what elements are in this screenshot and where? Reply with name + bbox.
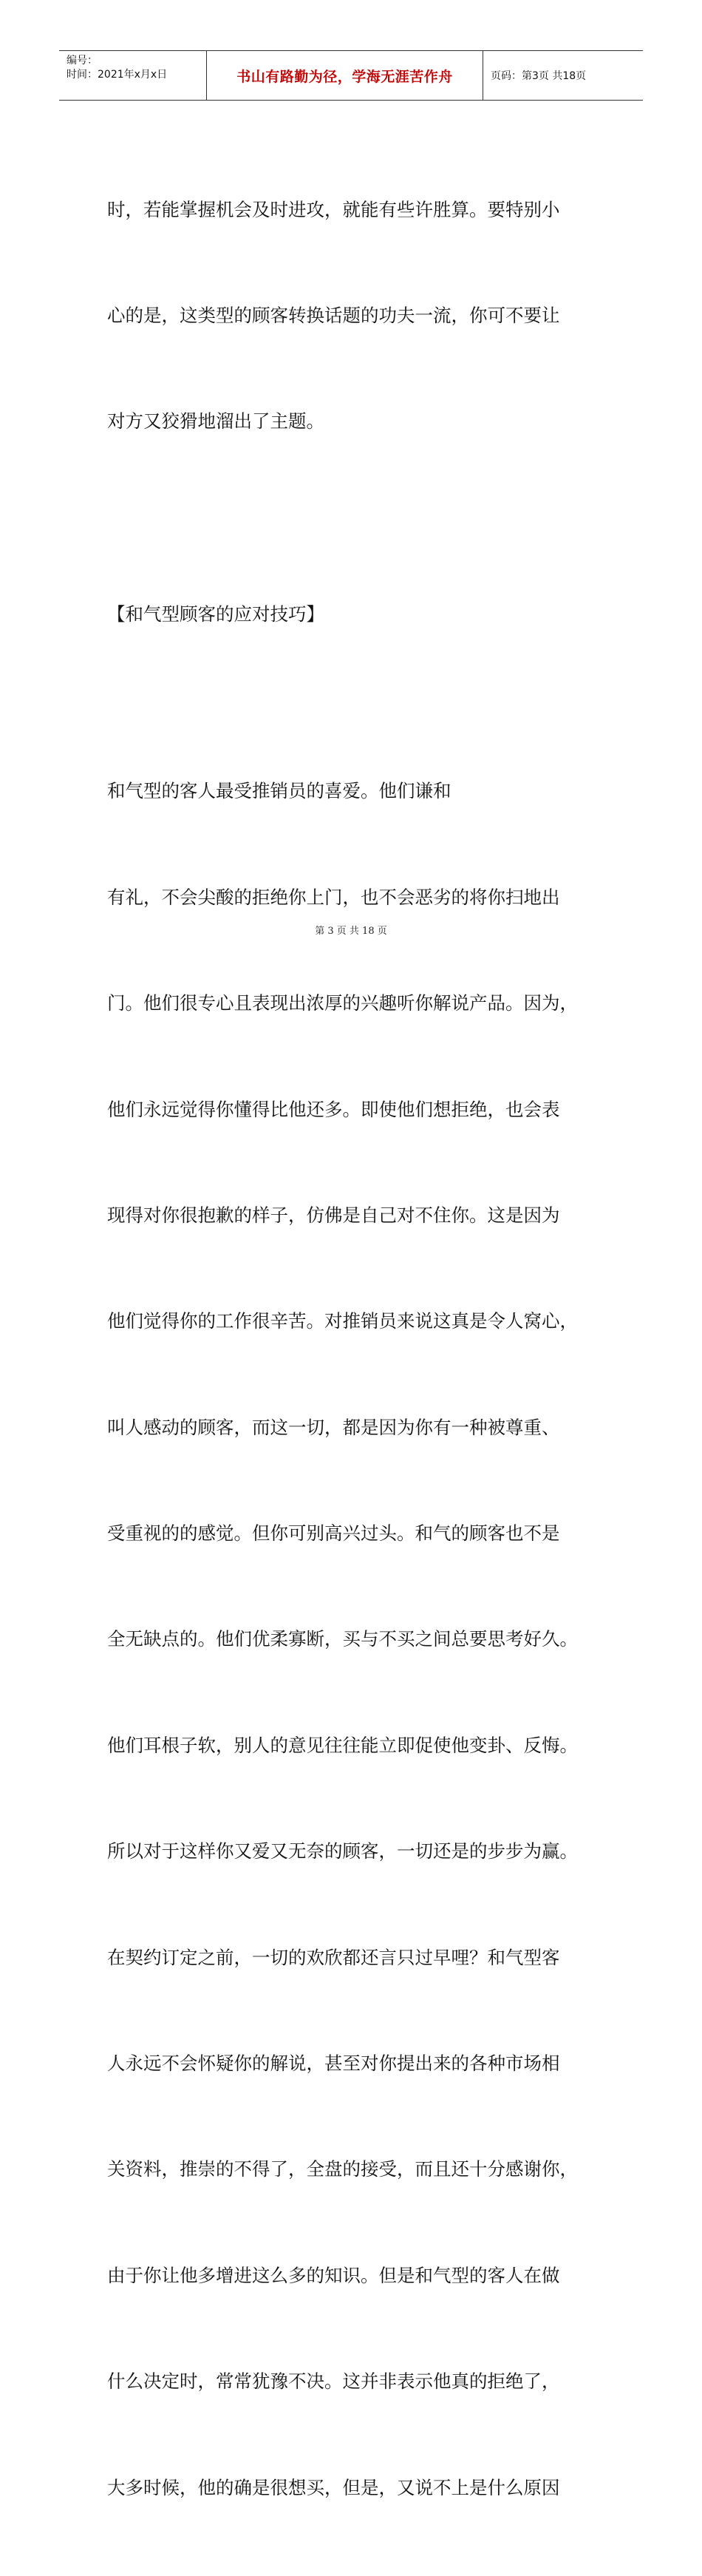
- page-header: [59, 50, 643, 101]
- text-line: 关资料，推崇的不得了，全盘的接受，而且还十分感谢你，: [107, 2158, 578, 2180]
- section-title-text: 【和气型顾客的应对技巧】: [107, 603, 324, 626]
- header-page-info: 页码：第3页 共18页: [491, 70, 587, 82]
- text-line: 所以对于这样你又爱又无奈的顾客，一切还是的步步为赢。: [107, 1840, 578, 1862]
- page-footer: 第 3 页 共 18 页: [315, 926, 387, 937]
- text-line: 对方又狡猾地溜出了主题。: [107, 410, 324, 433]
- text-line: 叫人感动的顾客，而这一切，都是因为你有一种被尊重、: [107, 1416, 560, 1438]
- text-line: 和气型的客人最受推销员的喜爱。他们谦和: [107, 780, 451, 802]
- text-line: 在契约订定之前，一切的欢欣都还言只过早哩？和气型客: [107, 1946, 560, 1968]
- text-line: 心的是，这类型的顾客转换话题的功夫一流，你可不要让: [107, 304, 560, 326]
- text-line: 他们永远觉得你懂得比他还多。即使他们想拒绝，也会表: [107, 1098, 560, 1120]
- text-line: 大多时候，他的确是很想买，但是，又说不上是什么原因: [107, 2476, 560, 2498]
- text-line: 人永远不会怀疑你的解说，甚至对你提出来的各种市场相: [107, 2053, 560, 2075]
- paragraph-2: [107, 703, 596, 2576]
- text-line: 由于你让他多增进这么多的知识。但是和气型的客人在做: [107, 2264, 560, 2286]
- document-body: [107, 121, 596, 2576]
- text-line: 门。他们很专心且表现出浓厚的兴趣听你解说产品。因为，: [107, 992, 578, 1014]
- header-meta-cell: [59, 51, 207, 100]
- text-line: 他们觉得你的工作很辛苦。对推销员来说这真是令人窝心，: [107, 1310, 578, 1332]
- section-title: [107, 526, 596, 703]
- paragraph-1: [107, 121, 596, 510]
- text-line: 时，若能掌握机会及时进攻，就能有些许胜算。要特别小: [107, 198, 560, 220]
- text-line: 有礼，不会尖酸的拒绝你上门，也不会恶劣的将你扫地出: [107, 886, 560, 908]
- text-line: 他们耳根子软，别人的意见往往能立即促使他变卦、反悔。: [107, 1734, 578, 1756]
- text-line: 全无缺点的。他们优柔寡断，买与不买之间总要思考好久。: [107, 1628, 578, 1650]
- text-line: 什么决定时，常常犹豫不决。这并非表示他真的拒绝了，: [107, 2370, 560, 2393]
- time-label: 时间：2021年x月x日: [67, 69, 168, 81]
- text-line: 现得对你很抱歉的样子，仿佛是自己对不住你。这是因为: [107, 1204, 560, 1226]
- number-label: 编号：: [67, 55, 98, 67]
- header-motto: 书山有路勤为径，学海无涯苦作舟: [207, 51, 483, 100]
- text-line: 受重视的的感觉。但你可别高兴过头。和气的顾客也不是: [107, 1522, 560, 1545]
